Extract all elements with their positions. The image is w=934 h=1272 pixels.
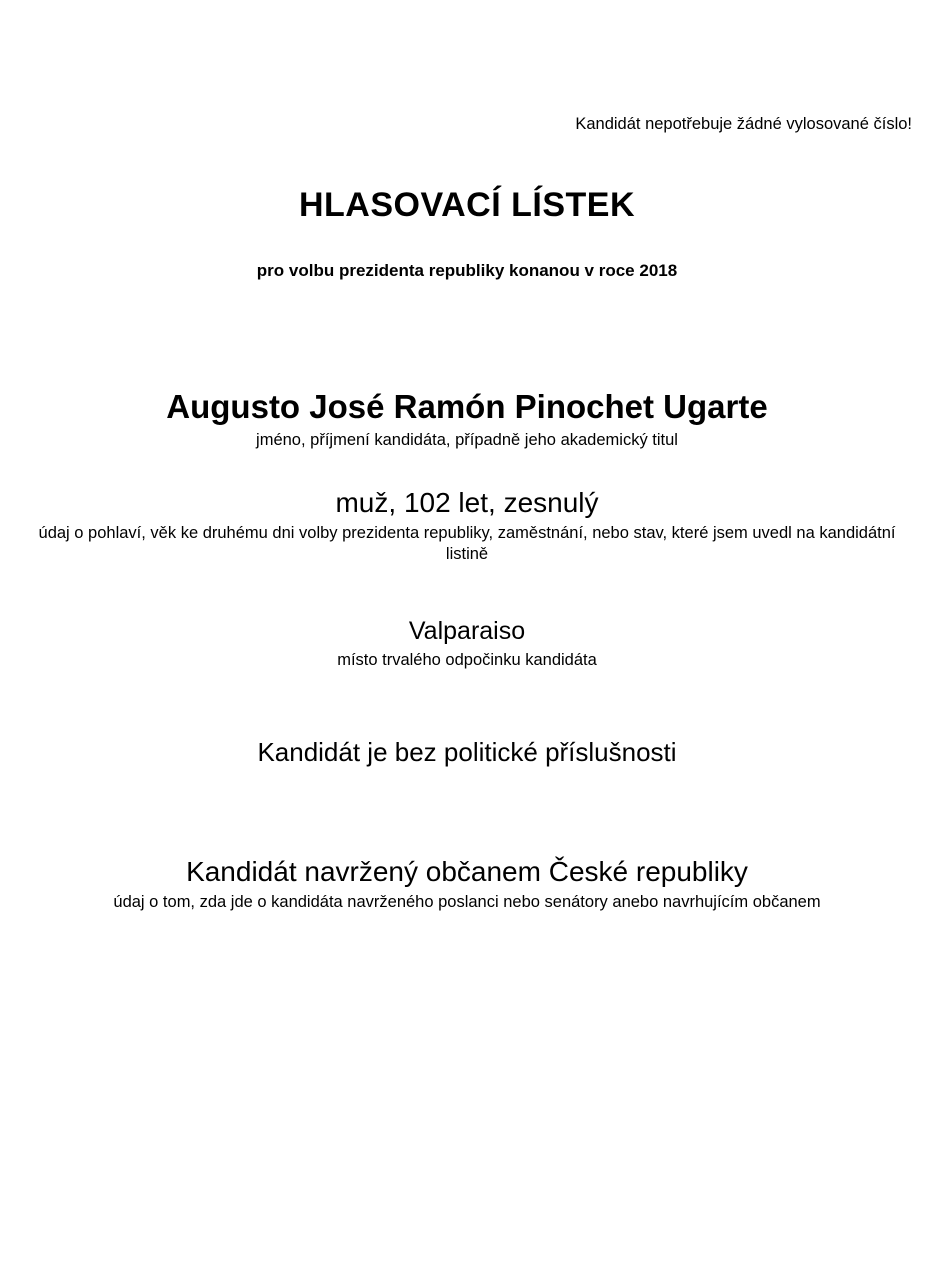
candidate-place-group <box>0 617 934 671</box>
candidate-party-group <box>0 738 934 768</box>
candidate-name-value: Augusto José Ramón Pinochet Ugarte <box>166 388 768 425</box>
candidate-name-group <box>0 388 934 451</box>
candidate-party-value: Kandidát je bez politické příslušnosti <box>257 737 677 767</box>
candidate-place-caption: místo trvalého odpočinku kandidáta <box>337 650 597 669</box>
candidate-detail-caption: údaj o pohlaví, věk ke druhému dni volby prezidenta republiky, zaměstnání, nebo stav, které jsem uvedl na kandidátní listině <box>38 524 896 564</box>
candidate-proposer-value: Kandidát navržený občanem České republiky <box>186 856 748 887</box>
page-title: HLASOVACÍ LÍSTEK <box>298 186 636 224</box>
candidate-place-value: Valparaiso <box>408 617 526 645</box>
candidate-detail-value: muž, 102 let, zesnulý <box>335 487 599 518</box>
candidate-name-caption: jméno, příjmení kandidáta, případně jeho akademický titul <box>256 430 678 449</box>
candidate-proposer-caption: údaj o tom, zda jde o kandidáta navrženého poslanci nebo senátory anebo navrhujícím občanem <box>113 893 821 912</box>
no-number-notice: Kandidát nepotřebuje žádné vylosované číslo! <box>575 115 912 133</box>
candidate-proposer-group <box>0 856 934 913</box>
candidate-detail-group <box>0 487 934 565</box>
page-subtitle: pro volbu prezidenta republiky konanou v roce 2018 <box>256 261 678 280</box>
